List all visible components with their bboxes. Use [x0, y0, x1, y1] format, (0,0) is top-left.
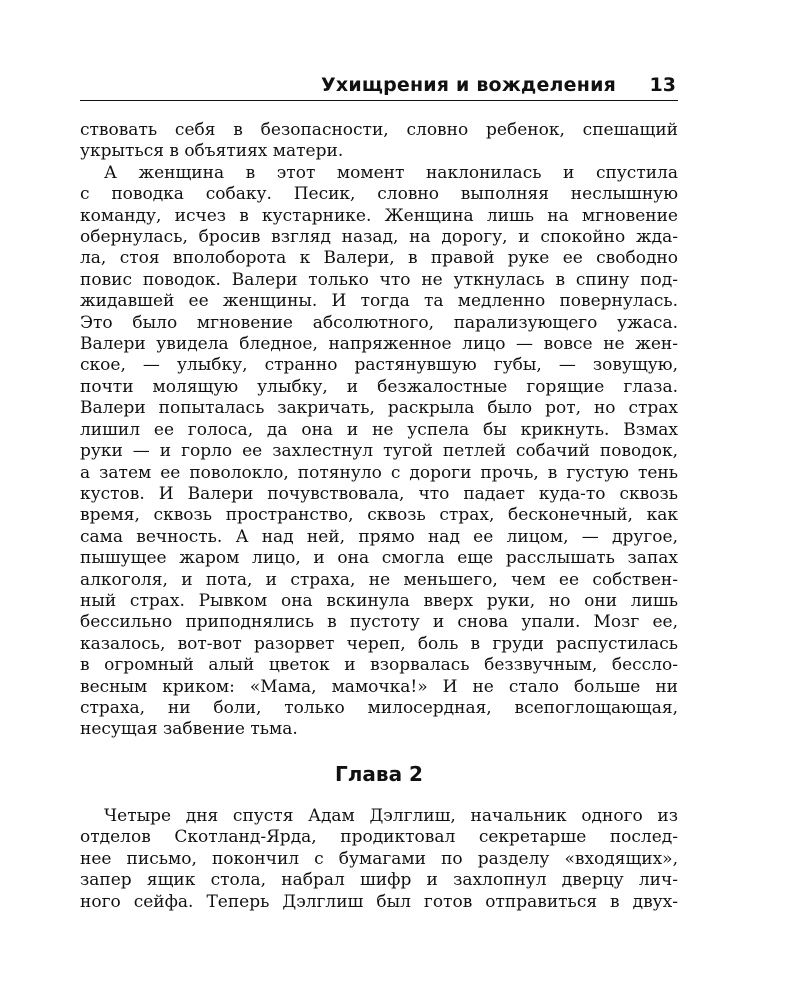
text-line: несущая забвение тьма. [80, 719, 298, 740]
text-line: бессильно приподнялись в пустоту и снова упали. Мозг ее, [80, 612, 678, 633]
text-line: весным криком: «Мама, мамочка!» И не стало больше ни [80, 676, 678, 697]
text-line: отделов Скотланд-Ярда, продиктовал секретарше послед- [80, 827, 678, 848]
text-line: команду, исчез в кустарнике. Женщина лишь на мгновение [80, 205, 678, 226]
text-line: Четыре дня спустя Адам Дэлглиш, начальник одного из [104, 806, 678, 826]
running-title: Ухищрения и вожделения [321, 74, 616, 96]
text-line: повис поводок. Валери только что не уткнулась в спину под- [80, 269, 678, 290]
text-line: почти молящую улыбку, и безжалостные горящие глаза. [80, 376, 678, 397]
text-line: укрыться в объятиях матери. [80, 141, 344, 162]
text-line: ское, — улыбку, странно растянувшую губы, — зовущую, [80, 355, 678, 376]
text-line: а затем ее поволокло, потянуло с дороги прочь, в густую тень [80, 462, 678, 483]
text-line: руки — и горло ее захлестнул тугой петлей собачий поводок, [80, 441, 678, 462]
text-line: запер ящик стола, набрал шифр и захлопнул дверцу лич- [80, 870, 678, 891]
text-line: пышущее жаром лицо, и она смогла еще расслышать запах [80, 548, 678, 569]
text-line: ствовать себя в безопасности, словно ребенок, спешащий [80, 120, 678, 140]
text-line: лишил ее голоса, да она и не успела бы крикнуть. Взмах [80, 419, 678, 440]
text-line: время, сквозь пространство, сквозь страх, бесконечный, как [80, 505, 678, 526]
text-line: в огромный алый цветок и взорвалась беззвучным, бессло- [80, 655, 678, 676]
text-line: страха, ни боли, только милосердная, всепоглощающая, [80, 697, 678, 718]
text-line: жидавшей ее женщины. И тогда та медленно повернулась. [80, 291, 678, 312]
text-line: ный страх. Рывком она вскинула вверх руки, но они лишь [80, 590, 678, 611]
chapter-1-ending-text [80, 120, 678, 741]
text-line: Это было мгновение абсолютного, парализующего ужаса. [80, 312, 678, 333]
chapter-2-opening-text [80, 806, 678, 913]
running-header [80, 72, 678, 101]
text-line: ла, стоя вполоборота к Валери, в правой руке ее свободно [80, 248, 678, 269]
text-line: Валери попыталась закричать, раскрыла было рот, но страх [80, 398, 678, 419]
text-line: сама вечность. А над ней, прямо над ее лицом, — другое, [80, 526, 678, 547]
text-line: нее письмо, покончил с бумагами по разделу «входящих», [80, 848, 678, 869]
chapter-title: Глава 2 [335, 762, 423, 786]
text-line: А женщина в этот момент наклонилась и спустила [104, 162, 678, 183]
text-line: Валери увидела бледное, напряженное лицо — вовсе не жен- [80, 334, 678, 355]
text-line: алкоголя, и пота, и страха, не меньшего, чем ее собствен- [80, 569, 678, 590]
text-line: с поводка собаку. Песик, словно выполняя неслышную [80, 184, 678, 205]
text-line: ного сейфа. Теперь Дэлглиш был готов отправиться в двух- [80, 891, 678, 912]
text-line: казалось, вот-вот разорвет череп, боль в груди распустилась [80, 633, 678, 654]
text-line: кустов. И Валери почувствовала, что падает куда-то сквозь [80, 483, 678, 504]
text-line: обернулась, бросив взгляд назад, на дорогу, и спокойно жда- [80, 227, 678, 248]
page-number: 13 [649, 74, 676, 96]
